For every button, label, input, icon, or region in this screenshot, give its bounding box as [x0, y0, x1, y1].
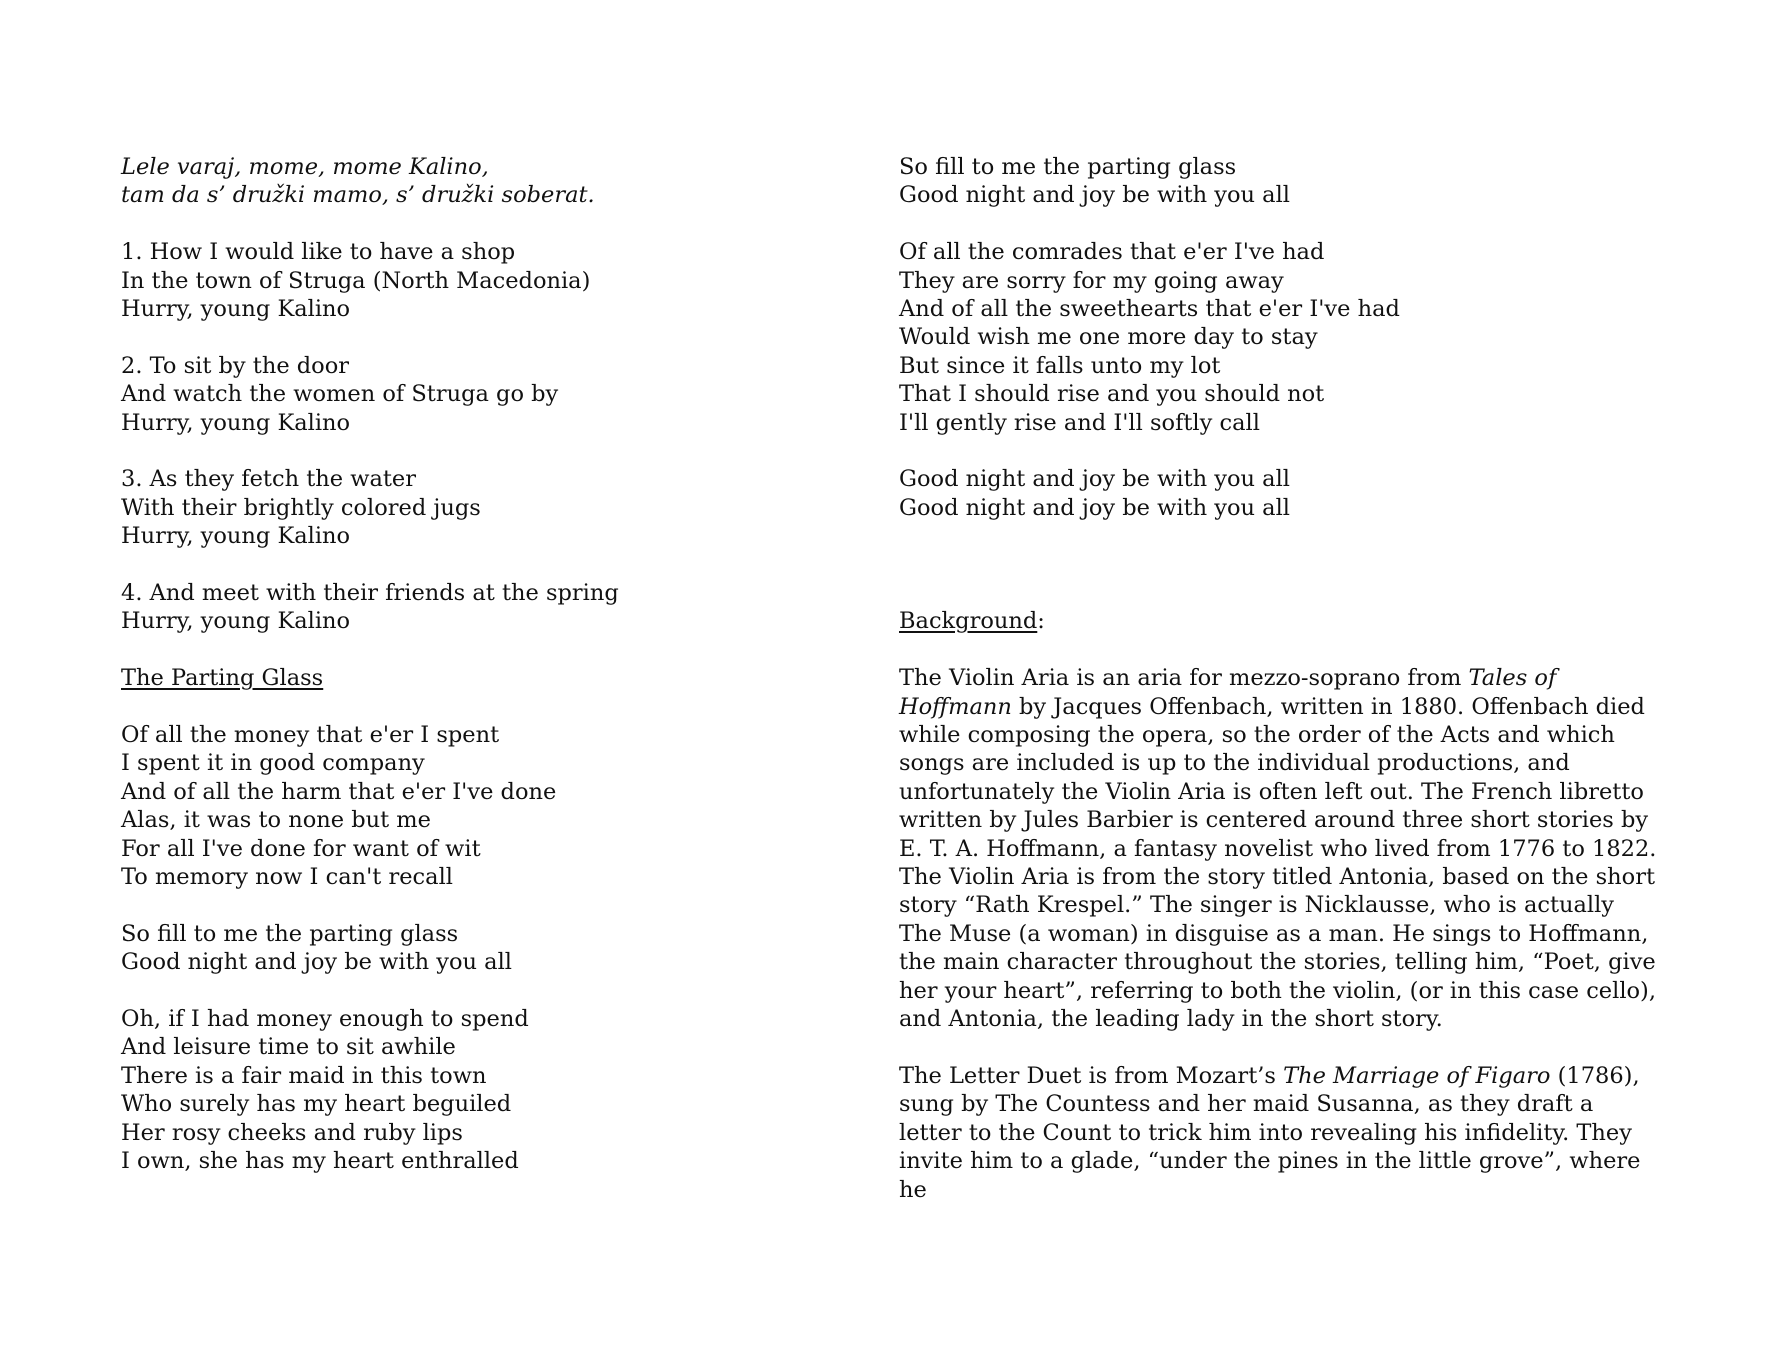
- chorus-1: [121, 920, 821, 977]
- background-paragraph-1: [899, 664, 1659, 1033]
- spacer: [899, 522, 1659, 607]
- stanza-2: [121, 1005, 821, 1175]
- lyric-line: 4. And meet with their friends at the spring: [121, 580, 619, 607]
- right-column: [899, 153, 1659, 1232]
- lyric-line: I spent it in good company: [121, 750, 425, 777]
- verse-3: [121, 465, 821, 550]
- lyric-line: 2. To sit by the door: [121, 352, 350, 379]
- lyric-line: And of all the harm that e'er I've done: [121, 778, 557, 805]
- verse-2: [121, 352, 821, 437]
- lyric-line: Her rosy cheeks and ruby lips: [121, 1119, 463, 1146]
- lyric-line: So fill to me the parting glass: [899, 154, 1237, 180]
- lyric-line: Oh, if I had money enough to spend: [121, 1006, 529, 1033]
- lyric-line: So fill to me the parting glass: [121, 920, 459, 947]
- lyric-line: With their brightly colored jugs: [121, 494, 481, 521]
- lyric-line: I'll gently rise and I'll softly call: [899, 409, 1260, 436]
- opera-title: The Marriage of Figaro: [1283, 1062, 1551, 1089]
- lyric-line: And leisure time to sit awhile: [121, 1034, 456, 1061]
- left-column: [121, 153, 821, 1176]
- lyric-line: Who surely has my heart beguiled: [121, 1091, 512, 1118]
- stanza-3: [899, 238, 1659, 437]
- lyric-line: There is a fair maid in this town: [121, 1062, 487, 1089]
- lyric-line: Would wish me one more day to stay: [899, 324, 1318, 351]
- lyric-line: But since it falls unto my lot: [899, 352, 1221, 379]
- lyric-line: Good night and joy be with you all: [899, 182, 1290, 209]
- lyric-line: Of all the money that e'er I spent: [121, 722, 500, 749]
- chorus-2: [899, 153, 1659, 210]
- verse-4: [121, 579, 821, 636]
- refrain: [121, 153, 821, 210]
- lyric-line: And watch the women of Struga go by: [121, 381, 559, 408]
- background-heading-block: [899, 607, 1659, 635]
- para-text: (1786), sung by The Countess and her maid Susanna, as they draft a letter to the Count to trick him into revealing his infidelity. They invite him to a glade, “under the pines in the little grove”, where he: [899, 1062, 1641, 1203]
- lyric-line: Good night and joy be with you all: [121, 949, 512, 976]
- lyric-line: Hurry, young Kalino: [121, 296, 351, 323]
- song-title: The Parting Glass: [121, 665, 324, 692]
- lyric-line: Good night and joy be with you all: [899, 494, 1290, 521]
- lyric-line: That I should rise and you should not: [899, 381, 1325, 408]
- background-heading-text: Background: [899, 608, 1038, 635]
- lyric-line: I own, she has my heart enthralled: [121, 1148, 519, 1175]
- song-title-block: [121, 664, 821, 692]
- lyric-line: To memory now I can't recall: [121, 864, 453, 891]
- background-heading: [899, 607, 1659, 635]
- lyric-line: For all I've done for want of wit: [121, 835, 481, 862]
- stanza-1: [121, 721, 821, 891]
- ending: [899, 465, 1659, 522]
- para-text: The Violin Aria is an aria for mezzo-soprano from: [899, 665, 1469, 692]
- lyric-line: They are sorry for my going away: [899, 267, 1284, 294]
- background-paragraph-2: [899, 1062, 1659, 1204]
- para-text: by Jacques Offenbach, written in 1880. Offenbach died while composing the opera, so the order of the Acts and which songs are included is up to the individual productions, and unfortunately the Violin Aria is often left out. The French libretto written by Jules Barbier is centered around three short stories by E. T. A. Hoffmann, a fantasy novelist who lived from 1776 to 1822. The Violin Aria is from the story titled Antonia, based on the short story “Rath Krespel.” The singer is Nicklausse, who is actually The Muse (a woman) in disguise as a man. He sings to Hoffmann, the main character throughout the stories, telling him, “Poet, give her your heart”, referring to both the violin, (or in this case cello), and Antonia, the leading lady in the short story.: [899, 693, 1657, 1033]
- lyric-line: In the town of Struga (North Macedonia): [121, 267, 591, 294]
- lyric-line: Of all the comrades that e'er I've had: [899, 239, 1325, 266]
- lyric-line: 1. How I would like to have a shop: [121, 239, 516, 266]
- lyric-line: Lele varaj, mome, mome Kalino,: [121, 154, 489, 180]
- lyric-line: Good night and joy be with you all: [899, 466, 1290, 493]
- para-text: The Letter Duet is from Mozart’s: [899, 1062, 1284, 1089]
- lyric-line: Hurry, young Kalino: [121, 523, 351, 550]
- background-heading-colon: :: [1037, 608, 1045, 635]
- lyric-line: Hurry, young Kalino: [121, 409, 351, 436]
- verse-1: [121, 238, 821, 323]
- lyric-line: 3. As they fetch the water: [121, 466, 416, 493]
- lyric-line: Alas, it was to none but me: [121, 807, 431, 834]
- lyric-line: tam da s’ družki mamo, s’ družki soberat.: [121, 182, 595, 209]
- lyric-line: And of all the sweethearts that e'er I've had: [899, 296, 1400, 323]
- lyric-line: Hurry, young Kalino: [121, 608, 351, 635]
- opera-title: Tales of Hoffmann: [899, 665, 1557, 720]
